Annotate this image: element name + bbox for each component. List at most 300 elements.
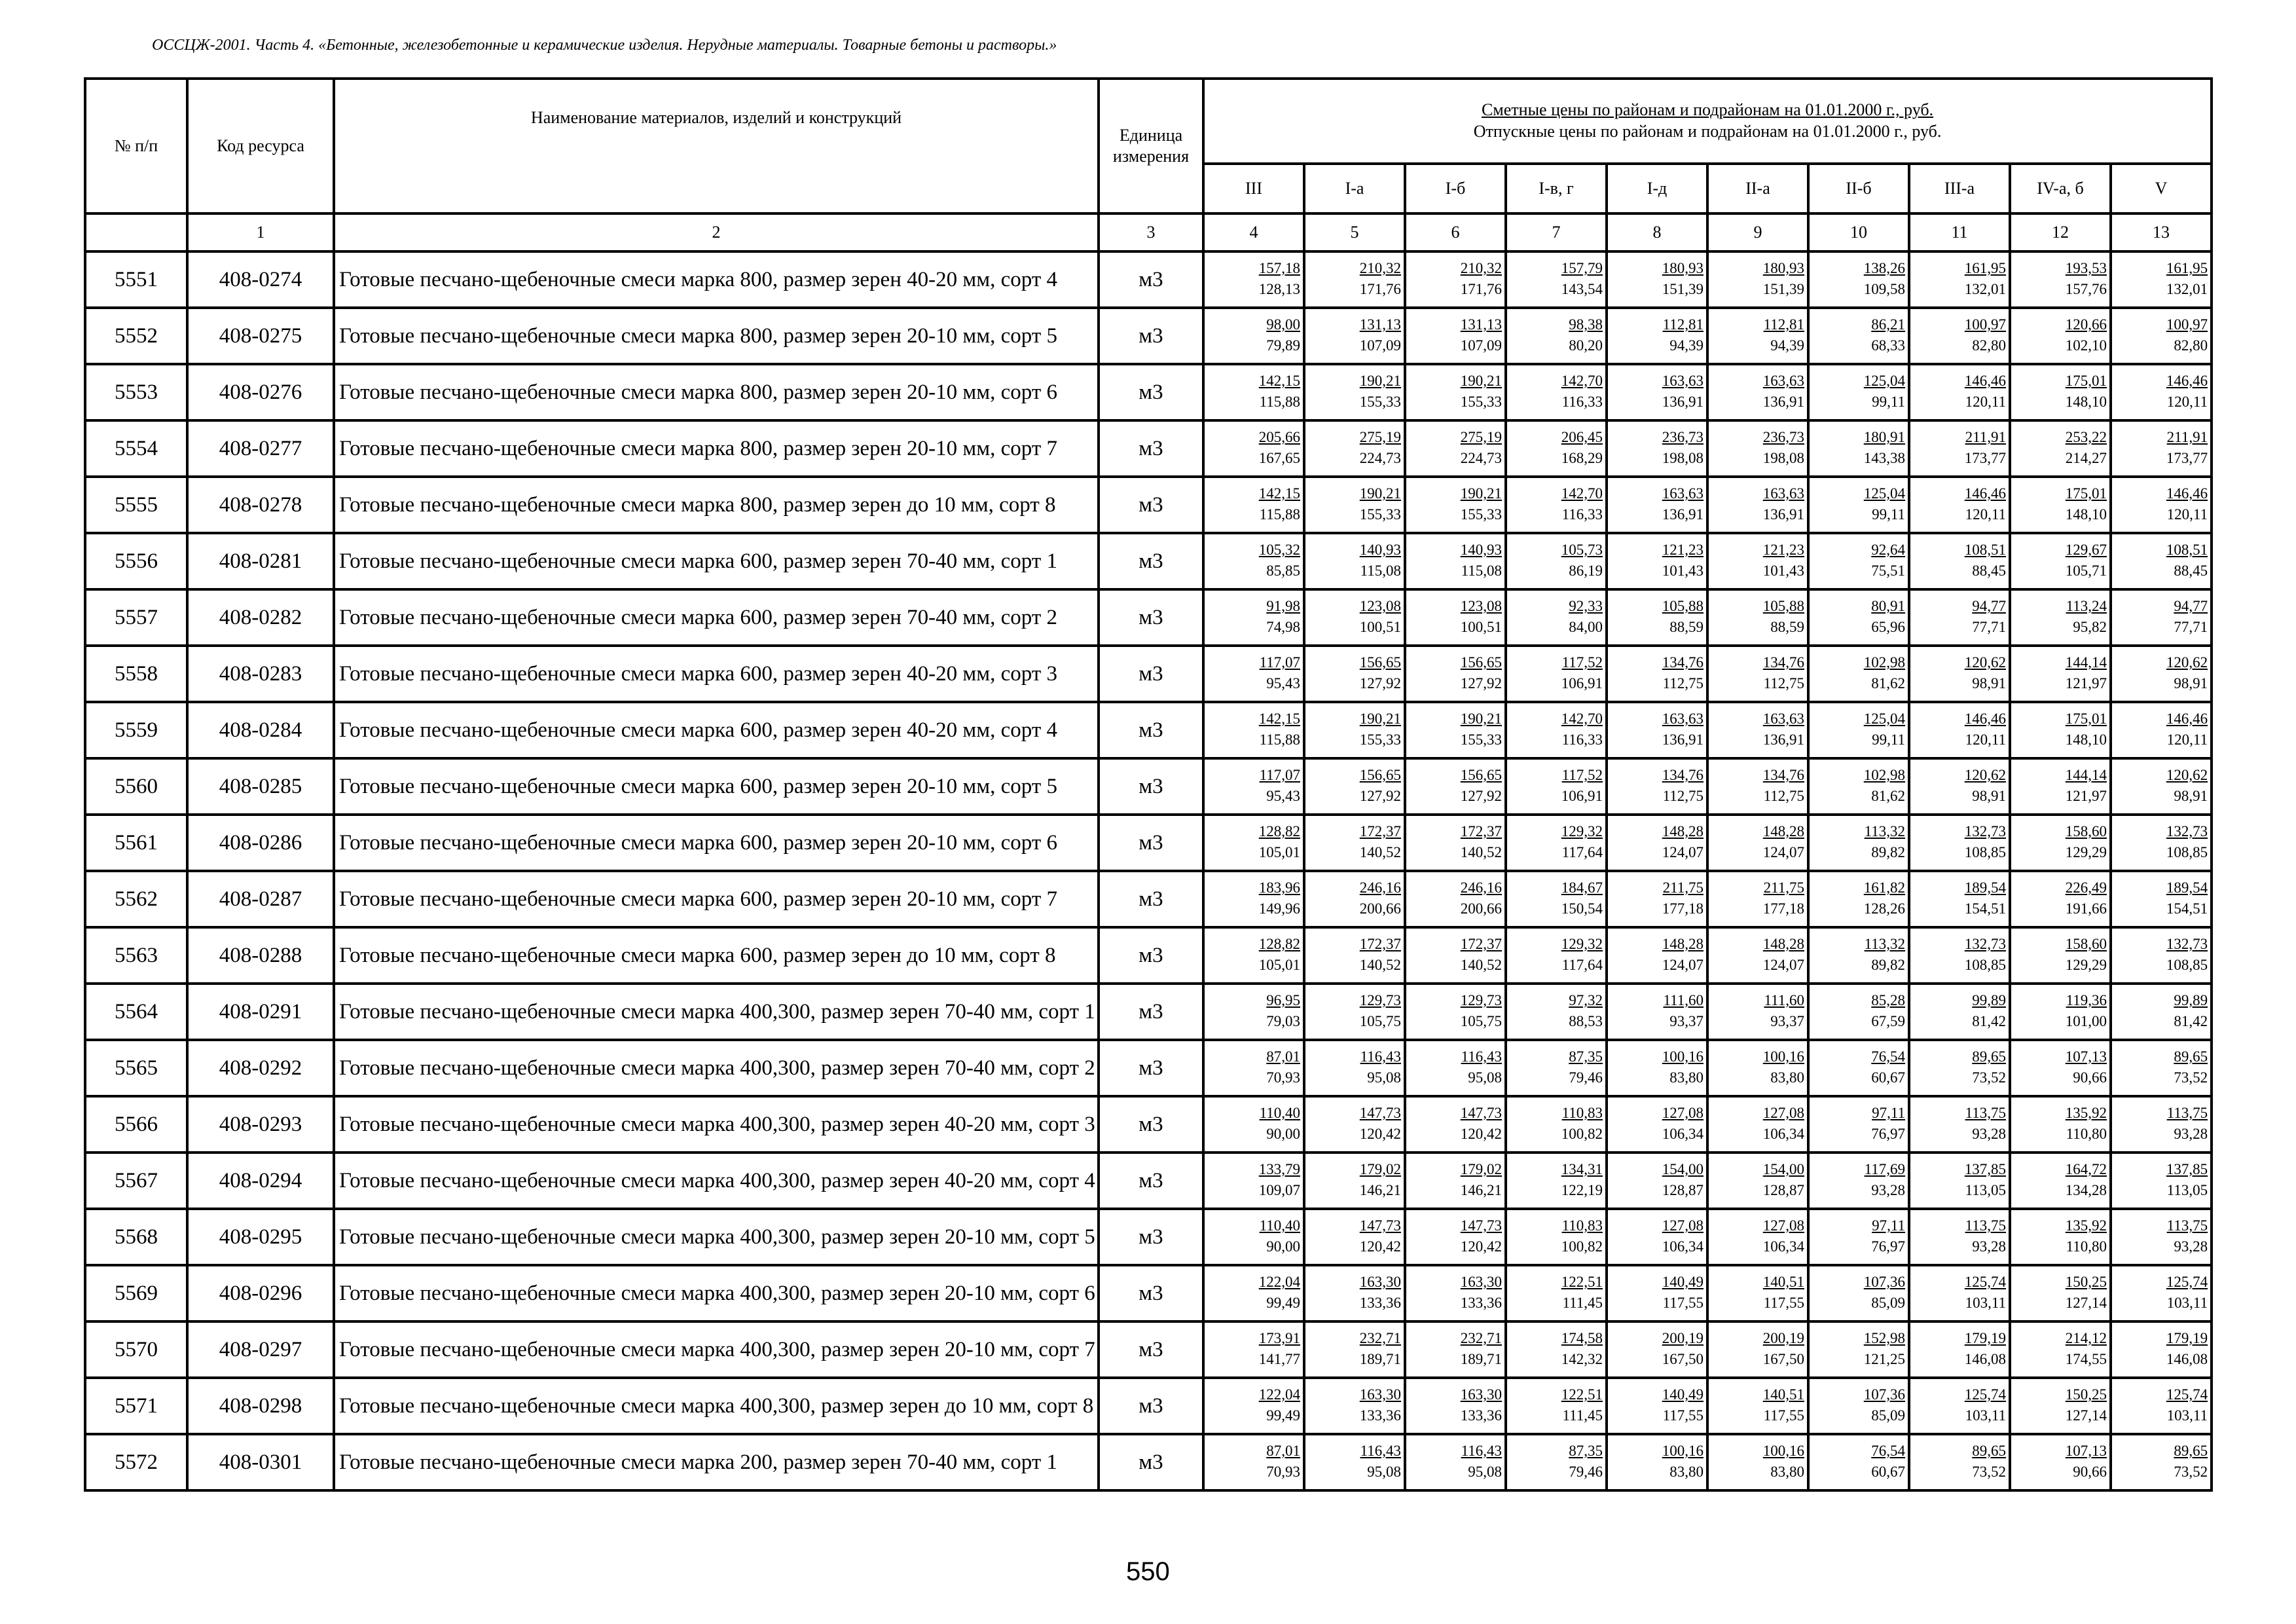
- release-price: 171,76: [1460, 280, 1502, 297]
- resource-code-cell: 408-0274: [187, 251, 334, 308]
- region-header: I-а: [1304, 164, 1405, 213]
- price-cell: [1304, 1096, 1405, 1153]
- estimate-price: 100,16: [1662, 1442, 1704, 1459]
- price-cell: [1506, 1209, 1607, 1265]
- column-number-row: [85, 213, 2212, 251]
- release-price: 117,64: [1561, 956, 1603, 973]
- estimate-price: 211,75: [1763, 879, 1804, 896]
- row-number-cell: 5565: [85, 1040, 187, 1096]
- region-header: I-в, г: [1506, 164, 1607, 213]
- estimate-price: 172,37: [1359, 822, 1401, 840]
- estimate-price: 150,25: [2065, 1273, 2107, 1290]
- unit-cell: м3: [1099, 1434, 1203, 1490]
- estimate-price: 94,77: [1972, 597, 2006, 614]
- estimate-price: 180,91: [1863, 428, 1905, 445]
- release-price: 98,91: [1972, 674, 2006, 692]
- estimate-price: 140,93: [1359, 541, 1401, 558]
- row-number-cell: 5571: [85, 1378, 187, 1434]
- column-number: 6: [1405, 213, 1506, 251]
- price-cell: [1203, 984, 1304, 1040]
- estimate-price: 144,14: [2065, 766, 2107, 783]
- estimate-price: 164,72: [2065, 1160, 2107, 1177]
- page-number: 550: [1126, 1557, 1170, 1586]
- price-cell: [1607, 1321, 1707, 1378]
- price-cell: [2111, 308, 2212, 364]
- price-cell: [1304, 364, 1405, 420]
- estimate-price: 161,95: [2166, 259, 2208, 276]
- table-row: [85, 589, 2212, 646]
- price-cell: [1808, 1265, 1909, 1321]
- release-price: 146,21: [1359, 1181, 1401, 1198]
- region-header: I-д: [1607, 164, 1707, 213]
- estimate-price: 97,11: [1872, 1104, 1905, 1121]
- release-price: 224,73: [1359, 449, 1401, 466]
- price-cell: [1304, 758, 1405, 815]
- release-price: 121,97: [2065, 787, 2107, 804]
- column-number: 5: [1304, 213, 1405, 251]
- estimate-price: 179,02: [1359, 1160, 1401, 1177]
- price-cell: [1304, 1040, 1405, 1096]
- estimate-price: 87,01: [1266, 1048, 1300, 1065]
- estimate-price: 190,21: [1359, 485, 1401, 502]
- estimate-price: 121,23: [1662, 541, 1704, 558]
- unit-cell: м3: [1099, 420, 1203, 477]
- material-name-cell: Готовые песчано-щебеночные смеси марка 200, размер зерен 70-40 мм, сорт 1: [334, 1434, 1099, 1490]
- resource-code-cell: 408-0283: [187, 646, 334, 702]
- release-price: 133,36: [1359, 1407, 1401, 1424]
- unit-cell: м3: [1099, 984, 1203, 1040]
- price-cell: [1707, 1153, 1808, 1209]
- release-price: 120,11: [1965, 506, 2006, 523]
- estimate-price: 147,73: [1460, 1217, 1502, 1234]
- price-cell: [1405, 702, 1506, 758]
- estimate-price: 125,04: [1863, 710, 1905, 727]
- estimate-price: 214,12: [2065, 1329, 2107, 1346]
- estimate-price: 142,15: [1258, 372, 1300, 389]
- estimate-price: 200,19: [1662, 1329, 1704, 1346]
- price-cell: [2010, 308, 2111, 364]
- price-cell: [1304, 1209, 1405, 1265]
- price-cell: [1607, 1434, 1707, 1490]
- release-price: 120,11: [2166, 731, 2208, 748]
- release-price: 136,91: [1662, 731, 1704, 748]
- release-price: 129,29: [2065, 843, 2107, 860]
- price-cell: [1808, 364, 1909, 420]
- price-cell: [1909, 533, 2010, 589]
- release-price: 85,85: [1266, 562, 1300, 579]
- release-price: 106,34: [1662, 1238, 1704, 1255]
- price-cell: [1506, 646, 1607, 702]
- price-cell: [2111, 1040, 2212, 1096]
- price-cell: [1203, 420, 1304, 477]
- estimate-price: 226,49: [2065, 879, 2107, 896]
- release-price: 132,01: [1964, 280, 2006, 297]
- price-cell: [1607, 420, 1707, 477]
- resource-code-cell: 408-0284: [187, 702, 334, 758]
- price-cell: [1203, 1209, 1304, 1265]
- material-name-cell: Готовые песчано-щебеночные смеси марка 600, размер зерен 20-10 мм, сорт 7: [334, 871, 1099, 927]
- release-price: 113,05: [1965, 1181, 2006, 1198]
- release-price: 112,75: [1763, 674, 1804, 692]
- estimate-price: 98,00: [1266, 316, 1300, 333]
- material-name-cell: Готовые песчано-щебеночные смеси марка 800, размер зерен 20-10 мм, сорт 5: [334, 308, 1099, 364]
- price-cell: [2111, 251, 2212, 308]
- price-cell: [1909, 646, 2010, 702]
- resource-code-cell: 408-0291: [187, 984, 334, 1040]
- price-cell: [2010, 1434, 2111, 1490]
- estimate-price: 116,43: [1360, 1048, 1401, 1065]
- price-cell: [1607, 477, 1707, 533]
- release-price: 150,54: [1561, 900, 1603, 917]
- price-cell: [1506, 984, 1607, 1040]
- price-cell: [1707, 702, 1808, 758]
- estimate-price: 140,51: [1762, 1273, 1804, 1290]
- estimate-price: 100,16: [1662, 1048, 1704, 1065]
- release-price: 120,42: [1460, 1238, 1502, 1255]
- row-number-cell: 5555: [85, 477, 187, 533]
- release-price: 108,85: [2166, 956, 2208, 973]
- estimate-price: 163,63: [1762, 485, 1804, 502]
- price-cell: [1203, 646, 1304, 702]
- unit-cell: м3: [1099, 477, 1203, 533]
- release-price: 155,33: [1359, 731, 1401, 748]
- price-cell: [1506, 251, 1607, 308]
- release-price: 110,80: [2066, 1125, 2107, 1142]
- price-cell: [1808, 589, 1909, 646]
- release-price: 200,66: [1359, 900, 1401, 917]
- estimate-price: 87,35: [1569, 1048, 1603, 1065]
- estimate-price: 129,67: [2065, 541, 2107, 558]
- estimate-price: 134,76: [1762, 654, 1804, 671]
- release-price: 224,73: [1460, 449, 1502, 466]
- release-price: 84,00: [1569, 618, 1603, 635]
- unit-cell: м3: [1099, 1040, 1203, 1096]
- estimate-price: 111,60: [1764, 991, 1804, 1008]
- release-price: 157,76: [2065, 280, 2107, 297]
- release-price: 99,11: [1872, 393, 1905, 410]
- price-cell: [1607, 589, 1707, 646]
- row-number-cell: 5560: [85, 758, 187, 815]
- document-header: ОССЦЖ-2001. Часть 4. «Бетонные, железобетонные и керамические изделия. Нерудные материалы. Товарные бетоны и растворы.»: [152, 37, 1057, 54]
- estimate-price: 206,45: [1561, 428, 1603, 445]
- estimate-price: 163,63: [1762, 372, 1804, 389]
- estimate-price: 99,89: [1972, 991, 2006, 1008]
- header-price-band: [1203, 79, 2212, 164]
- release-price: 100,82: [1561, 1125, 1603, 1142]
- column-number: 9: [1707, 213, 1808, 251]
- release-price: 113,05: [2166, 1181, 2208, 1198]
- release-price: 120,11: [1965, 731, 2006, 748]
- release-price: 115,88: [1259, 393, 1300, 410]
- release-price: 80,20: [1569, 337, 1603, 354]
- price-cell: [1707, 815, 1808, 871]
- price-cell: [1909, 589, 2010, 646]
- row-number-cell: 5561: [85, 815, 187, 871]
- release-price: 140,52: [1460, 843, 1502, 860]
- estimate-price: 94,77: [2174, 597, 2208, 614]
- estimate-price: 117,69: [1864, 1160, 1905, 1177]
- price-cell: [1506, 589, 1607, 646]
- price-cell: [1808, 251, 1909, 308]
- price-cell: [1506, 477, 1607, 533]
- price-cell: [1707, 984, 1808, 1040]
- estimate-price: 142,70: [1561, 710, 1603, 727]
- estimate-price: 87,01: [1266, 1442, 1300, 1459]
- release-price: 121,97: [2065, 674, 2107, 692]
- estimate-price: 156,65: [1359, 766, 1401, 783]
- release-price: 95,43: [1266, 674, 1300, 692]
- release-price: 117,64: [1561, 843, 1603, 860]
- release-price: 151,39: [1762, 280, 1804, 297]
- table-row: [85, 1378, 2212, 1434]
- header-resource-code: Код ресурса: [187, 79, 334, 213]
- release-price: 136,91: [1762, 393, 1804, 410]
- estimate-price: 157,79: [1561, 259, 1603, 276]
- release-price: 116,33: [1561, 393, 1603, 410]
- estimate-price: 125,74: [1964, 1386, 2006, 1403]
- table-row: [85, 1040, 2212, 1096]
- release-price: 98,91: [1972, 787, 2006, 804]
- estimate-price: 190,21: [1460, 710, 1502, 727]
- row-number-cell: 5569: [85, 1265, 187, 1321]
- price-cell: [1909, 871, 2010, 927]
- resource-code-cell: 408-0292: [187, 1040, 334, 1096]
- estimate-price: 91,98: [1266, 597, 1300, 614]
- price-cell: [1506, 1153, 1607, 1209]
- price-cell: [1909, 1153, 2010, 1209]
- price-cell: [1506, 758, 1607, 815]
- row-number-cell: 5558: [85, 646, 187, 702]
- price-cell: [1203, 308, 1304, 364]
- estimate-price: 148,28: [1662, 822, 1704, 840]
- estimate-price: 146,46: [2166, 485, 2208, 502]
- estimate-price: 190,21: [1460, 372, 1502, 389]
- release-price: 127,92: [1460, 674, 1502, 692]
- estimate-price: 102,98: [1863, 766, 1905, 783]
- material-name-cell: Готовые песчано-щебеночные смеси марка 600, размер зерен 70-40 мм, сорт 2: [334, 589, 1099, 646]
- column-number: [85, 213, 187, 251]
- price-cell: [2010, 477, 2111, 533]
- price-cell: [1405, 1434, 1506, 1490]
- release-price: 177,18: [1762, 900, 1804, 917]
- release-price: 116,33: [1561, 506, 1603, 523]
- release-price: 148,10: [2065, 506, 2107, 523]
- estimate-price: 127,08: [1762, 1104, 1804, 1121]
- estimate-price: 157,18: [1258, 259, 1300, 276]
- estimate-price: 86,21: [1871, 316, 1905, 333]
- row-number-cell: 5556: [85, 533, 187, 589]
- price-cell: [2010, 1209, 2111, 1265]
- unit-cell: м3: [1099, 1378, 1203, 1434]
- release-price: 94,39: [1669, 337, 1704, 354]
- unit-cell: м3: [1099, 1209, 1203, 1265]
- release-price: 108,85: [1964, 843, 2006, 860]
- estimate-price: 97,32: [1569, 991, 1603, 1008]
- estimate-price: 172,37: [1460, 822, 1502, 840]
- release-price: 127,14: [2065, 1407, 2107, 1424]
- estimate-price: 105,88: [1762, 597, 1804, 614]
- release-price: 189,71: [1460, 1350, 1502, 1367]
- price-cell: [2010, 646, 2111, 702]
- price-cell: [2010, 758, 2111, 815]
- estimate-price: 100,97: [1964, 316, 2006, 333]
- release-price: 106,34: [1762, 1238, 1804, 1255]
- price-cell: [2111, 702, 2212, 758]
- price-cell: [1607, 533, 1707, 589]
- price-cell: [1607, 1265, 1707, 1321]
- release-price: 128,13: [1258, 280, 1300, 297]
- material-name-cell: Готовые песчано-щебеночные смеси марка 400,300, размер зерен 40-20 мм, сорт 3: [334, 1096, 1099, 1153]
- estimate-price: 76,54: [1871, 1442, 1905, 1459]
- estimate-price: 146,46: [2166, 710, 2208, 727]
- price-cell: [1405, 589, 1506, 646]
- release-price: 120,42: [1359, 1238, 1401, 1255]
- release-price: 128,87: [1762, 1181, 1804, 1198]
- release-price: 120,11: [2166, 506, 2208, 523]
- unit-cell: м3: [1099, 758, 1203, 815]
- release-price: 81,42: [2174, 1012, 2208, 1029]
- release-price: 70,93: [1266, 1069, 1300, 1086]
- release-price: 112,75: [1662, 674, 1704, 692]
- price-cell: [2010, 702, 2111, 758]
- row-number-cell: 5552: [85, 308, 187, 364]
- estimate-price: 146,46: [1964, 710, 2006, 727]
- price-cell: [2111, 1096, 2212, 1153]
- price-cell: [1909, 1096, 2010, 1153]
- release-price: 73,52: [1972, 1069, 2006, 1086]
- estimate-price: 129,73: [1460, 991, 1502, 1008]
- price-cell: [1909, 308, 2010, 364]
- price-cell: [1808, 1096, 1909, 1153]
- estimate-price: 100,97: [2166, 316, 2208, 333]
- estimate-price: 110,83: [1561, 1104, 1603, 1121]
- release-price: 155,33: [1460, 393, 1502, 410]
- row-number-cell: 5572: [85, 1434, 187, 1490]
- material-name-cell: Готовые песчано-щебеночные смеси марка 800, размер зерен 20-10 мм, сорт 7: [334, 420, 1099, 477]
- price-cell: [2010, 533, 2111, 589]
- table-row: [85, 1265, 2212, 1321]
- price-cell: [1808, 927, 1909, 984]
- resource-code-cell: 408-0293: [187, 1096, 334, 1153]
- row-number-cell: 5564: [85, 984, 187, 1040]
- estimate-price: 110,83: [1561, 1217, 1603, 1234]
- estimate-price: 120,62: [2166, 654, 2208, 671]
- price-cell: [1909, 927, 2010, 984]
- price-cell: [1808, 420, 1909, 477]
- estimate-price: 100,16: [1762, 1048, 1804, 1065]
- estimate-price: 122,04: [1258, 1386, 1300, 1403]
- resource-code-cell: 408-0298: [187, 1378, 334, 1434]
- estimate-price: 97,11: [1872, 1217, 1905, 1234]
- unit-cell: м3: [1099, 815, 1203, 871]
- estimate-price: 184,67: [1561, 879, 1603, 896]
- price-cell: [1607, 1040, 1707, 1096]
- price-cell: [2111, 1153, 2212, 1209]
- row-number-cell: 5557: [85, 589, 187, 646]
- region-header: II-а: [1707, 164, 1808, 213]
- price-cell: [1808, 1209, 1909, 1265]
- release-price: 73,52: [2174, 1463, 2208, 1480]
- release-price: 86,19: [1569, 562, 1603, 579]
- price-cell: [1405, 927, 1506, 984]
- material-name-cell: Готовые песчано-щебеночные смеси марка 400,300, размер зерен до 10 мм, сорт 8: [334, 1378, 1099, 1434]
- price-cell: [1808, 1434, 1909, 1490]
- release-price: 101,43: [1762, 562, 1804, 579]
- region-header: II-б: [1808, 164, 1909, 213]
- release-price: 124,07: [1762, 843, 1804, 860]
- price-cell: [1607, 702, 1707, 758]
- column-number: 8: [1607, 213, 1707, 251]
- resource-code-cell: 408-0277: [187, 420, 334, 477]
- estimate-price: 113,75: [2166, 1104, 2208, 1121]
- estimate-price: 142,15: [1258, 485, 1300, 502]
- price-cell: [1405, 477, 1506, 533]
- price-cell: [1707, 1209, 1808, 1265]
- material-name-cell: Готовые песчано-щебеночные смеси марка 400,300, размер зерен 40-20 мм, сорт 4: [334, 1153, 1099, 1209]
- release-price: 73,52: [1972, 1463, 2006, 1480]
- estimate-price: 122,51: [1561, 1386, 1603, 1403]
- estimate-price: 210,32: [1460, 259, 1502, 276]
- price-cell: [2111, 758, 2212, 815]
- estimate-price: 92,33: [1569, 597, 1603, 614]
- release-price: 115,88: [1259, 506, 1300, 523]
- estimate-price: 205,66: [1258, 428, 1300, 445]
- resource-code-cell: 408-0275: [187, 308, 334, 364]
- price-cell: [1707, 1321, 1808, 1378]
- estimate-price: 211,91: [2166, 428, 2208, 445]
- price-cell: [2111, 871, 2212, 927]
- price-cell: [1909, 1434, 2010, 1490]
- estimate-price: 123,08: [1460, 597, 1502, 614]
- estimate-price: 156,65: [1460, 766, 1502, 783]
- release-price: 95,08: [1367, 1069, 1401, 1086]
- estimate-price: 148,28: [1762, 935, 1804, 952]
- price-cell: [1304, 1153, 1405, 1209]
- column-number: 7: [1506, 213, 1607, 251]
- release-price: 167,50: [1762, 1350, 1804, 1367]
- resource-code-cell: 408-0281: [187, 533, 334, 589]
- estimate-price: 193,53: [2065, 259, 2107, 276]
- release-price: 128,26: [1863, 900, 1905, 917]
- estimate-price: 134,76: [1662, 654, 1704, 671]
- price-cell: [1607, 758, 1707, 815]
- release-price: 200,66: [1460, 900, 1502, 917]
- price-cell: [1304, 815, 1405, 871]
- price-cell: [1909, 984, 2010, 1040]
- release-price: 81,42: [1972, 1012, 2006, 1029]
- table-row: [85, 1096, 2212, 1153]
- release-price: 88,59: [1669, 618, 1704, 635]
- price-cell: [1203, 1040, 1304, 1096]
- estimate-price: 161,82: [1863, 879, 1905, 896]
- price-cell: [2010, 1378, 2111, 1434]
- price-cell: [1405, 1153, 1506, 1209]
- material-name-cell: Готовые песчано-щебеночные смеси марка 400,300, размер зерен 20-10 мм, сорт 7: [334, 1321, 1099, 1378]
- release-price: 189,71: [1359, 1350, 1401, 1367]
- price-cell: [1203, 251, 1304, 308]
- estimate-price: 137,85: [1964, 1160, 2006, 1177]
- estimate-price: 190,21: [1359, 710, 1401, 727]
- resource-code-cell: 408-0297: [187, 1321, 334, 1378]
- price-cell: [1909, 1378, 2010, 1434]
- estimate-price: 117,07: [1259, 654, 1300, 671]
- release-price: 82,80: [1972, 337, 2006, 354]
- estimate-price: 105,73: [1561, 541, 1603, 558]
- region-header: I-б: [1405, 164, 1506, 213]
- material-name-cell: Готовые песчано-щебеночные смеси марка 800, размер зерен 40-20 мм, сорт 4: [334, 251, 1099, 308]
- price-cell: [1203, 1153, 1304, 1209]
- release-price: 148,10: [2065, 393, 2107, 410]
